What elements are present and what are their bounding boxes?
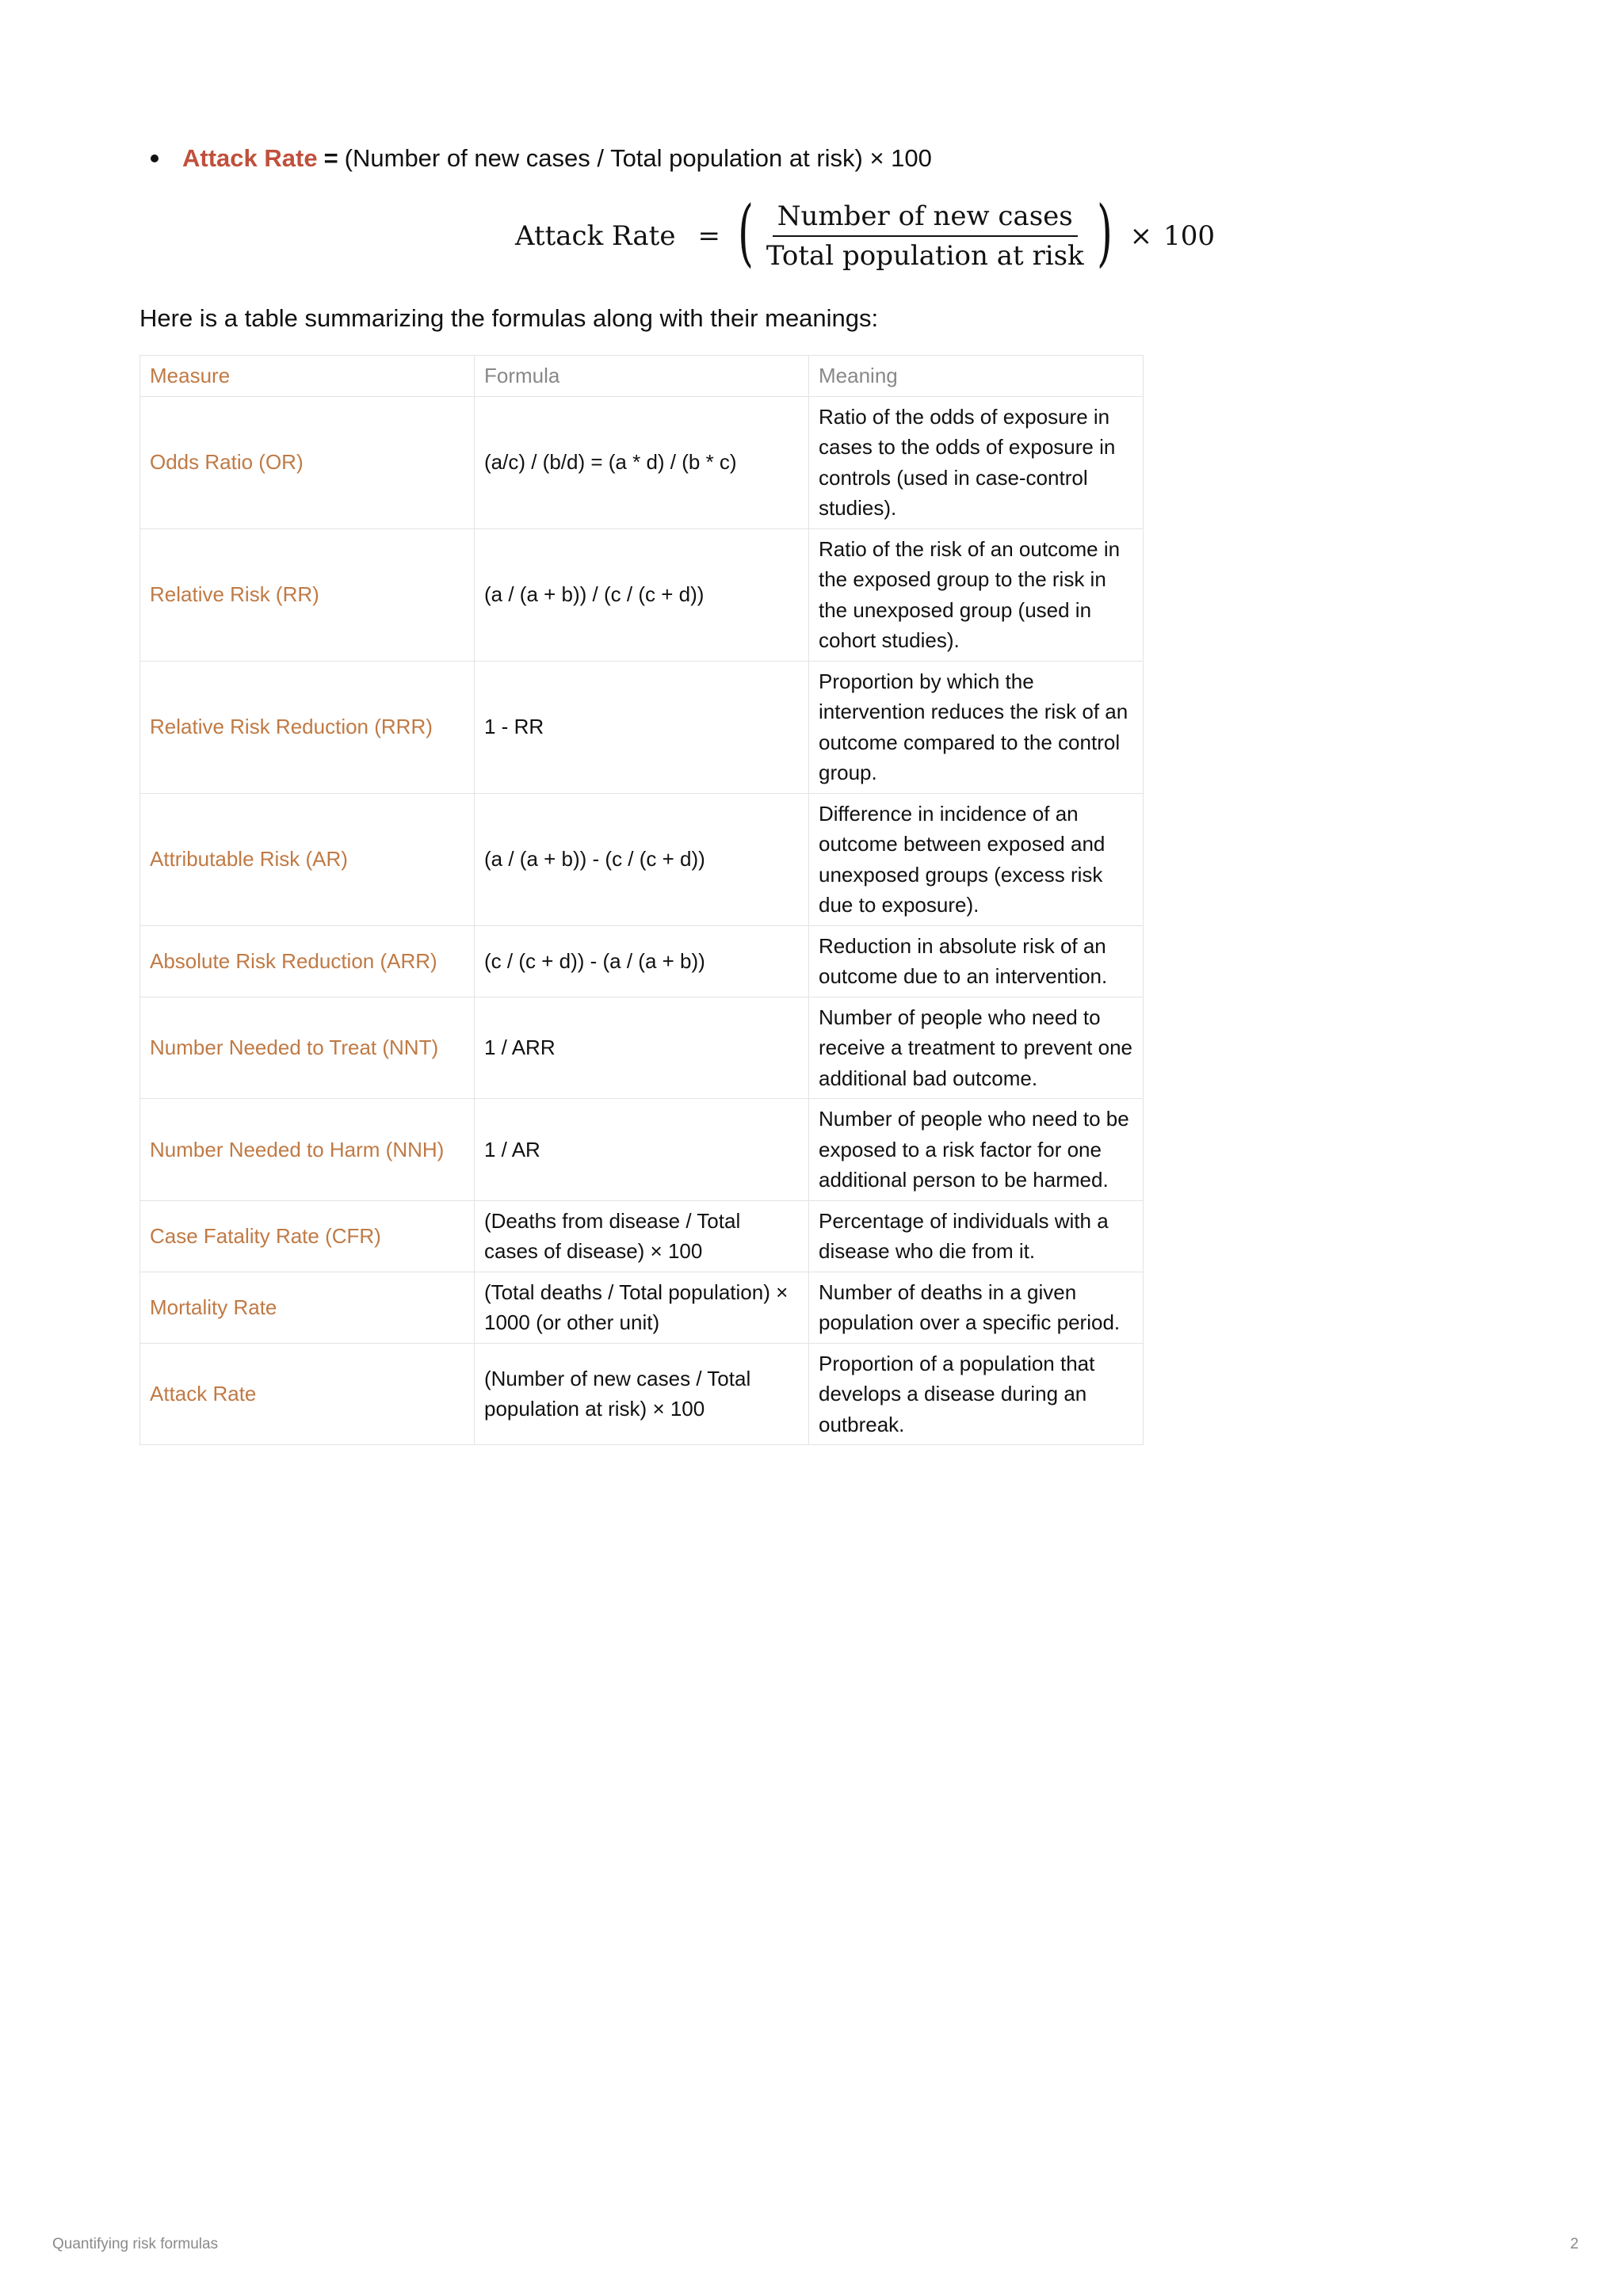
formulas-table: [139, 355, 1144, 1445]
cell-formula: (Deaths from disease / Total cases of disease) × 100: [475, 1200, 809, 1272]
bullet-expression: (Number of new cases / Total population at risk) × 100: [344, 144, 932, 172]
cell-formula: 1 - RR: [475, 661, 809, 793]
cell-formula: (a / (a + b)) - (c / (c + d)): [475, 793, 809, 925]
cell-meaning: Number of people who need to receive a treatment to prevent one additional bad outcome.: [809, 997, 1144, 1099]
table-row: [140, 1200, 1144, 1272]
cell-meaning: Ratio of the risk of an outcome in the exposed group to the risk in the unexposed group (used in cohort studies).: [809, 528, 1144, 661]
cell-formula: (a/c) / (b/d) = (a * d) / (b * c): [475, 396, 809, 528]
cell-measure: Attack Rate: [140, 1343, 475, 1445]
cell-measure: Mortality Rate: [140, 1272, 475, 1343]
bullet-equals: =: [323, 144, 338, 172]
cell-formula: (Total deaths / Total population) × 1000 (or other unit): [475, 1272, 809, 1343]
cell-measure: Number Needed to Harm (NNH): [140, 1099, 475, 1201]
table-row: [140, 1343, 1144, 1445]
cell-measure: Number Needed to Treat (NNT): [140, 997, 475, 1099]
table-header-row: [140, 356, 1144, 397]
table-row: [140, 528, 1144, 661]
bullet-dot-icon: [151, 154, 158, 162]
table-row: [140, 997, 1144, 1099]
cell-meaning: Difference in incidence of an outcome between exposed and unexposed groups (excess risk due to exposure).: [809, 793, 1144, 925]
formula-factor: 100: [1163, 220, 1215, 252]
table-row: [140, 1099, 1144, 1201]
table-row: [140, 396, 1144, 528]
cell-meaning: Number of deaths in a given population over a specific period.: [809, 1272, 1144, 1343]
cell-measure: Odds Ratio (OR): [140, 396, 475, 528]
header-meaning: Meaning: [809, 356, 1144, 397]
cell-measure: Absolute Risk Reduction (ARR): [140, 925, 475, 997]
table-row: [140, 925, 1144, 997]
cell-meaning: Ratio of the odds of exposure in cases to the odds of exposure in controls (used in case-control studies).: [809, 396, 1144, 528]
cell-formula: (Number of new cases / Total population at risk) × 100: [475, 1343, 809, 1445]
header-formula: Formula: [475, 356, 809, 397]
formula-fraction: [762, 200, 1089, 272]
formula-times: ×: [1129, 220, 1153, 252]
header-measure: Measure: [140, 356, 475, 397]
cell-meaning: Proportion of a population that develops a disease during an outbreak.: [809, 1343, 1144, 1445]
formula-close-paren: ): [1096, 190, 1113, 275]
cell-formula: (c / (c + d)) - (a / (a + b)): [475, 925, 809, 997]
cell-measure: Relative Risk Reduction (RRR): [140, 661, 475, 793]
attack-rate-formula: [515, 190, 1215, 276]
table-intro-text: Here is a table summarizing the formulas along with their meanings:: [139, 304, 879, 332]
formula-lhs: Attack Rate: [515, 220, 676, 252]
formula-equals: =: [697, 220, 720, 252]
cell-formula: (a / (a + b)) / (c / (c + d)): [475, 528, 809, 661]
bullet-term: Attack Rate: [182, 144, 318, 172]
cell-meaning: Proportion by which the intervention reduces the risk of an outcome compared to the control group.: [809, 661, 1144, 793]
table-row: [140, 793, 1144, 925]
formula-denominator: Total population at risk: [766, 240, 1084, 272]
formula-numerator: Number of new cases: [773, 200, 1078, 237]
cell-meaning: Reduction in absolute risk of an outcome due to an intervention.: [809, 925, 1144, 997]
cell-measure: Attributable Risk (AR): [140, 793, 475, 925]
bullet-item-attack-rate: [151, 141, 932, 176]
cell-measure: Relative Risk (RR): [140, 528, 475, 661]
cell-formula: 1 / AR: [475, 1099, 809, 1201]
footer-page-number: 2: [1570, 2236, 1579, 2252]
table-row: [140, 1272, 1144, 1343]
cell-measure: Case Fatality Rate (CFR): [140, 1200, 475, 1272]
footer-document-title: Quantifying risk formulas: [52, 2236, 219, 2252]
cell-formula: 1 / ARR: [475, 997, 809, 1099]
formula-open-paren: (: [738, 190, 754, 275]
cell-meaning: Number of people who need to be exposed to a risk factor for one additional person to be harmed.: [809, 1099, 1144, 1201]
table-row: [140, 661, 1144, 793]
cell-meaning: Percentage of individuals with a disease who die from it.: [809, 1200, 1144, 1272]
